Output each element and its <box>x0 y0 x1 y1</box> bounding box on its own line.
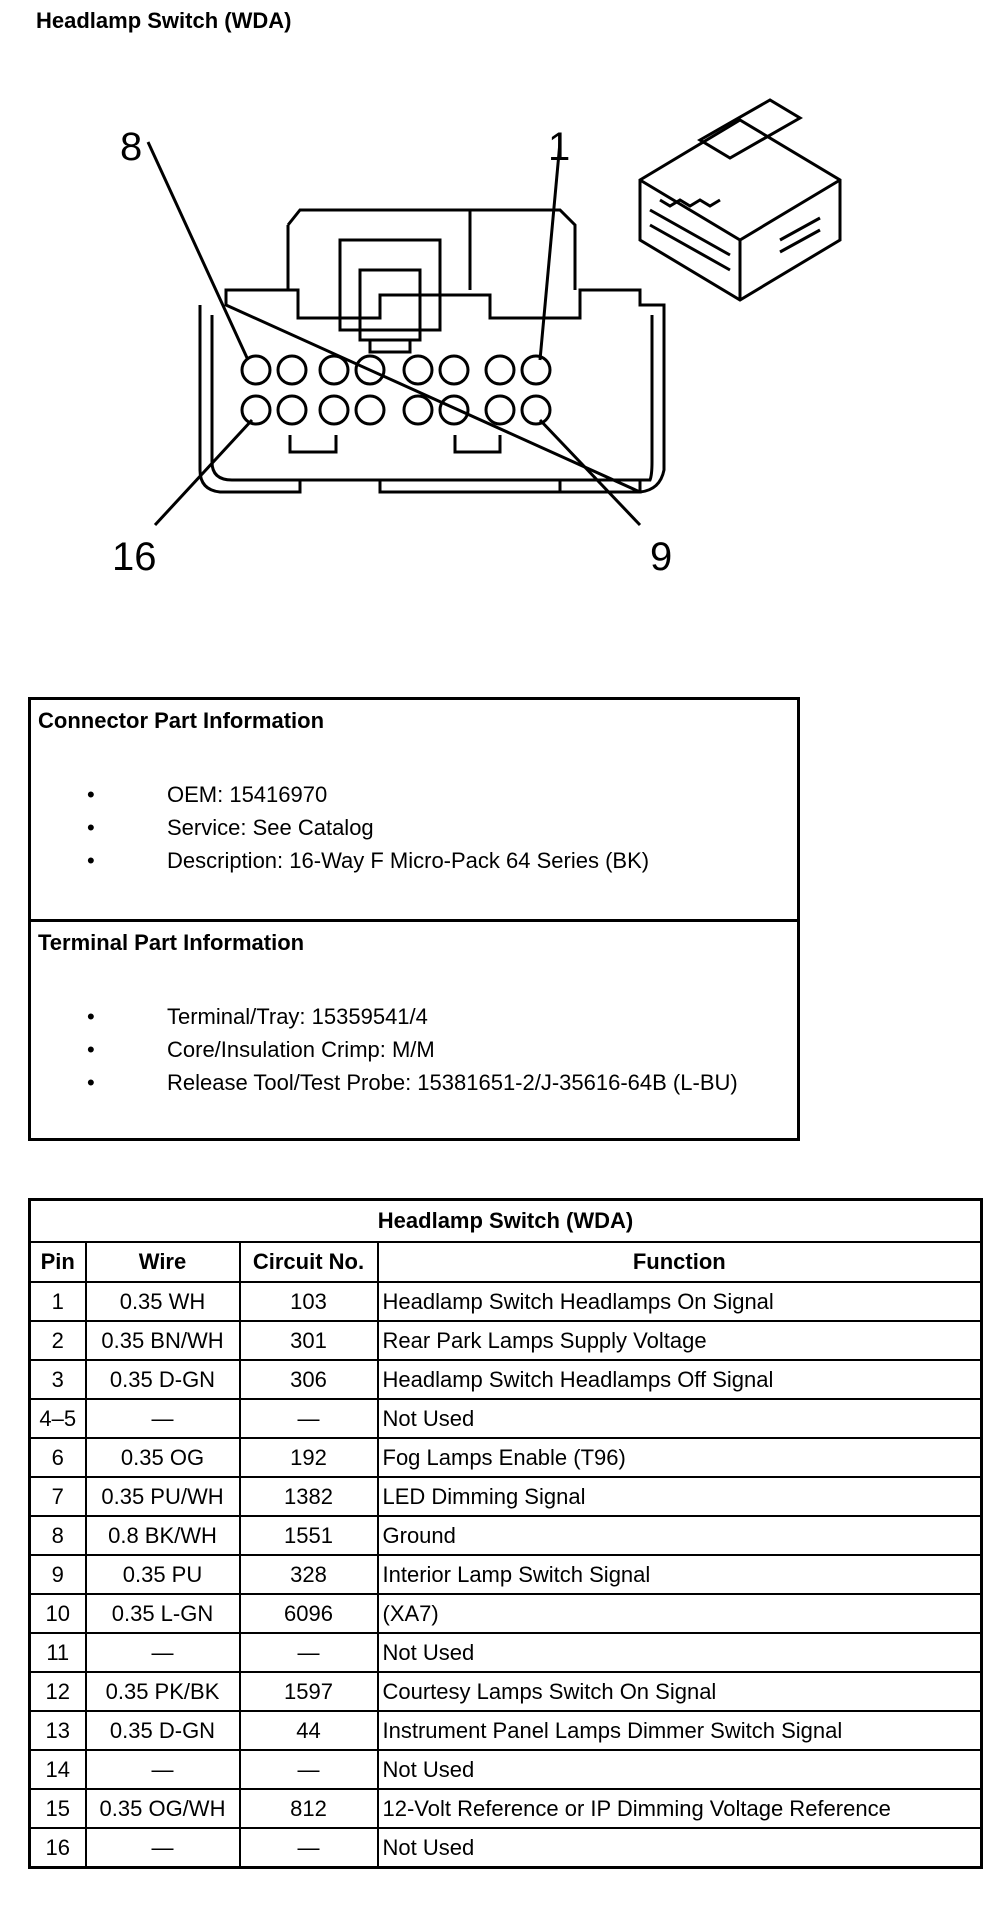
table-body <box>30 1282 982 1868</box>
cell-pin: 13 <box>30 1711 86 1750</box>
column-header-wire: Wire <box>86 1242 240 1282</box>
connector-info-list <box>87 778 649 877</box>
table-row <box>30 1711 982 1750</box>
cell-function: Rear Park Lamps Supply Voltage <box>378 1321 982 1360</box>
cell-function: (XA7) <box>378 1594 982 1633</box>
cell-wire: 0.35 PU/WH <box>86 1477 240 1516</box>
column-header-pin: Pin <box>30 1242 86 1282</box>
terminal-info-heading: Terminal Part Information <box>38 930 305 955</box>
cell-circuit: 1551 <box>240 1516 378 1555</box>
callout-pin-16: 16 <box>112 535 157 579</box>
cell-pin: 4–5 <box>30 1399 86 1438</box>
bullet-icon: • <box>87 1037 95 1062</box>
connector-latch <box>288 210 575 330</box>
cell-wire: 0.35 L-GN <box>86 1594 240 1633</box>
table-row <box>30 1477 982 1516</box>
terminal-info-list <box>87 1000 738 1099</box>
cell-function: Interior Lamp Switch Signal <box>378 1555 982 1594</box>
cell-pin: 8 <box>30 1516 86 1555</box>
cell-wire: 0.35 OG/WH <box>86 1789 240 1828</box>
cell-pin: 3 <box>30 1360 86 1399</box>
cell-pin: 9 <box>30 1555 86 1594</box>
cell-function: Ground <box>378 1516 982 1555</box>
cell-circuit: — <box>240 1828 378 1868</box>
cell-function: Not Used <box>378 1633 982 1672</box>
cell-function: 12-Volt Reference or IP Dimming Voltage Reference <box>378 1789 982 1828</box>
list-item: • Service: See Catalog <box>87 811 649 844</box>
column-header-circuit: Circuit No. <box>240 1242 378 1282</box>
terminal-part-info <box>31 922 797 1138</box>
cell-circuit: 1597 <box>240 1672 378 1711</box>
pin-cavities <box>242 356 550 424</box>
cell-wire: 0.35 PU <box>86 1555 240 1594</box>
cell-circuit: 192 <box>240 1438 378 1477</box>
cell-wire: 0.35 BN/WH <box>86 1321 240 1360</box>
list-item: • Description: 16-Way F Micro-Pack 64 Series (BK) <box>87 844 649 877</box>
table-row <box>30 1516 982 1555</box>
cell-function: Fog Lamps Enable (T96) <box>378 1438 982 1477</box>
cell-circuit: 301 <box>240 1321 378 1360</box>
connector-housing <box>200 290 664 492</box>
cell-pin: 7 <box>30 1477 86 1516</box>
table-row <box>30 1555 982 1594</box>
table-row <box>30 1828 982 1868</box>
table-row <box>30 1360 982 1399</box>
cell-pin: 16 <box>30 1828 86 1868</box>
table-row <box>30 1633 982 1672</box>
cell-function: Headlamp Switch Headlamps Off Signal <box>378 1360 982 1399</box>
cell-wire: 0.35 D-GN <box>86 1711 240 1750</box>
cell-circuit: 6096 <box>240 1594 378 1633</box>
bullet-icon: • <box>87 815 95 840</box>
connector-isometric-view <box>640 100 840 300</box>
cell-function: Not Used <box>378 1828 982 1868</box>
cell-wire: 0.35 D-GN <box>86 1360 240 1399</box>
connector-diagram <box>0 90 1008 610</box>
cell-pin: 11 <box>30 1633 86 1672</box>
list-item: • Release Tool/Test Probe: 15381651-2/J-35616-64B (L-BU) <box>87 1066 738 1099</box>
bullet-icon: • <box>87 1004 95 1029</box>
bullet-icon: • <box>87 1070 95 1095</box>
cell-circuit: 812 <box>240 1789 378 1828</box>
cell-pin: 14 <box>30 1750 86 1789</box>
callout-pin-9: 9 <box>650 535 673 579</box>
cell-circuit: 44 <box>240 1711 378 1750</box>
connector-info-heading: Connector Part Information <box>38 708 325 733</box>
cell-pin: 6 <box>30 1438 86 1477</box>
cell-pin: 2 <box>30 1321 86 1360</box>
cell-function: Headlamp Switch Headlamps On Signal <box>378 1282 982 1321</box>
table-row <box>30 1672 982 1711</box>
cell-circuit: — <box>240 1399 378 1438</box>
cell-wire: 0.35 OG <box>86 1438 240 1477</box>
cell-function: Courtesy Lamps Switch On Signal <box>378 1672 982 1711</box>
list-item: • Core/Insulation Crimp: M/M <box>87 1033 738 1066</box>
cell-circuit: 1382 <box>240 1477 378 1516</box>
column-header-function: Function <box>378 1242 982 1282</box>
table-caption: Headlamp Switch (WDA) <box>30 1200 982 1243</box>
part-info-box <box>28 697 800 1141</box>
page-title: Headlamp Switch (WDA) <box>36 8 292 33</box>
cell-wire: — <box>86 1633 240 1672</box>
cell-wire: 0.8 BK/WH <box>86 1516 240 1555</box>
cell-function: Instrument Panel Lamps Dimmer Switch Signal <box>378 1711 982 1750</box>
connector-part-info <box>31 700 797 922</box>
cell-circuit: 328 <box>240 1555 378 1594</box>
list-item: • OEM: 15416970 <box>87 778 649 811</box>
cell-wire: — <box>86 1750 240 1789</box>
cell-pin: 12 <box>30 1672 86 1711</box>
cell-circuit: — <box>240 1750 378 1789</box>
table-row <box>30 1321 982 1360</box>
table-row <box>30 1438 982 1477</box>
table-row <box>30 1594 982 1633</box>
table-row <box>30 1789 982 1828</box>
table-row <box>30 1399 982 1438</box>
cell-pin: 10 <box>30 1594 86 1633</box>
cell-function: Not Used <box>378 1750 982 1789</box>
cell-wire: — <box>86 1828 240 1868</box>
callout-pin-1: 1 <box>548 125 571 169</box>
pinout-table <box>28 1198 983 1869</box>
cell-function: Not Used <box>378 1399 982 1438</box>
bullet-icon: • <box>87 782 95 807</box>
cell-function: LED Dimming Signal <box>378 1477 982 1516</box>
table-header-row <box>30 1242 982 1282</box>
list-item: • Terminal/Tray: 15359541/4 <box>87 1000 738 1033</box>
table-row <box>30 1282 982 1321</box>
bullet-icon: • <box>87 848 95 873</box>
cell-wire: 0.35 PK/BK <box>86 1672 240 1711</box>
cell-circuit: — <box>240 1633 378 1672</box>
callout-pin-8: 8 <box>120 125 143 169</box>
table-row <box>30 1750 982 1789</box>
cell-circuit: 103 <box>240 1282 378 1321</box>
cell-wire: 0.35 WH <box>86 1282 240 1321</box>
cell-wire: — <box>86 1399 240 1438</box>
cell-circuit: 306 <box>240 1360 378 1399</box>
cell-pin: 15 <box>30 1789 86 1828</box>
cell-pin: 1 <box>30 1282 86 1321</box>
